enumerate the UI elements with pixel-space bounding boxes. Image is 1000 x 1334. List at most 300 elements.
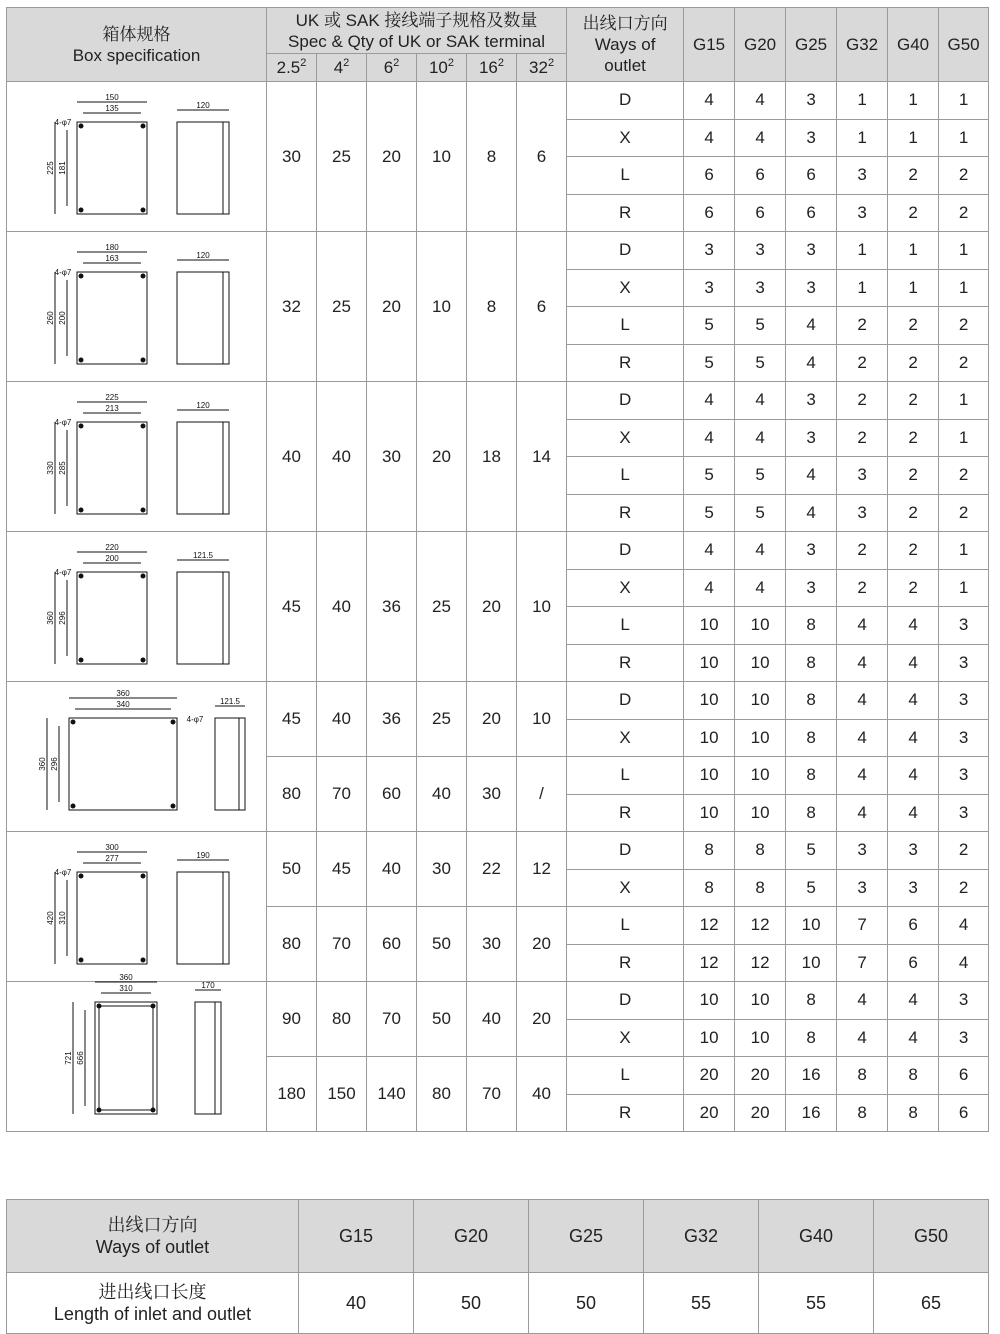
box-side-outline xyxy=(177,872,229,964)
gland-qty-cell: 1 xyxy=(837,232,888,270)
terminal-header-en: Spec & Qty of UK or SAK terminal xyxy=(288,31,546,51)
gland-qty-cell: 10 xyxy=(684,794,735,832)
gland-qty-cell: 20 xyxy=(684,1094,735,1132)
gland-qty-cell: 8 xyxy=(888,1057,939,1095)
gland-qty-cell: 8 xyxy=(786,644,837,682)
gland-qty-cell: 3 xyxy=(939,719,989,757)
gland-qty-cell: 3 xyxy=(837,157,888,195)
gland-qty-cell: 12 xyxy=(735,907,786,945)
gland-qty-cell: 2 xyxy=(888,157,939,195)
gland-qty-cell: 4 xyxy=(888,982,939,1020)
gland-qty-cell: 3 xyxy=(786,232,837,270)
gland-qty-cell: 4 xyxy=(735,569,786,607)
gland-qty-cell: 8 xyxy=(786,682,837,720)
gland-qty-cell: 2 xyxy=(939,457,989,495)
gland-qty-cell: 5 xyxy=(684,457,735,495)
gland-qty-cell: 2 xyxy=(888,457,939,495)
gland-qty-cell: 4 xyxy=(684,82,735,120)
terminal-size-header xyxy=(367,54,417,82)
terminal-size-exponent: 2 xyxy=(447,57,455,69)
mounting-hole xyxy=(140,658,145,663)
height-label: 360 xyxy=(37,757,47,771)
gland-qty-cell: 16 xyxy=(786,1094,837,1132)
gland-qty-cell: 4 xyxy=(735,382,786,420)
hole-spec-label: 4-φ7 xyxy=(54,868,71,877)
depth-label: 190 xyxy=(195,851,210,860)
terminal-qty-cell: 30 xyxy=(467,907,517,982)
mounting-hole xyxy=(70,804,75,809)
terminal-size-header xyxy=(317,54,367,82)
gland-qty-cell: 4 xyxy=(837,719,888,757)
box-drawing-cell xyxy=(7,832,267,982)
box-front-outline xyxy=(77,422,147,514)
gland-qty-cell: 2 xyxy=(837,344,888,382)
gland-qty-cell: 10 xyxy=(684,644,735,682)
mounting-hole xyxy=(150,1108,155,1113)
depth-label: 121.5 xyxy=(219,697,240,706)
terminal-size-value: 4 xyxy=(333,58,344,77)
gland-qty-cell: 20 xyxy=(684,1057,735,1095)
gland-qty-cell: 3 xyxy=(939,682,989,720)
inner-height-label: 666 xyxy=(75,1051,85,1065)
gland-qty-cell: 4 xyxy=(837,682,888,720)
length-value: 55 xyxy=(759,1273,874,1334)
terminal-qty-cell: 50 xyxy=(417,907,467,982)
box-spec-header-cn: 箱体规格 xyxy=(102,24,171,44)
terminal-qty-cell: 10 xyxy=(417,82,467,232)
inner-height-label: 310 xyxy=(57,911,67,925)
summary-gland-g25: G25 xyxy=(529,1200,644,1273)
gland-qty-cell: 4 xyxy=(888,682,939,720)
mounting-hole xyxy=(140,124,145,129)
box-drawing xyxy=(9,384,265,524)
box-drawing-cell xyxy=(7,532,267,682)
width-label: 360 xyxy=(115,689,130,698)
gland-qty-cell: 8 xyxy=(786,607,837,645)
gland-qty-cell: 16 xyxy=(786,1057,837,1095)
hole-spec-label: 4-φ7 xyxy=(54,418,71,427)
terminal-qty-cell: 32 xyxy=(267,232,317,382)
gland-qty-cell: 3 xyxy=(786,532,837,570)
terminal-size-exponent: 2 xyxy=(497,57,505,69)
height-label: 360 xyxy=(45,611,55,625)
gland-qty-cell: 4 xyxy=(888,719,939,757)
gland-qty-cell: 2 xyxy=(888,494,939,532)
outlet-direction-cell: X xyxy=(567,569,684,607)
width-label: 180 xyxy=(104,243,119,252)
box-front-outline xyxy=(77,572,147,664)
gland-qty-cell: 8 xyxy=(684,869,735,907)
terminal-qty-cell: 20 xyxy=(367,232,417,382)
outlet-direction-cell: R xyxy=(567,944,684,982)
inner-width-label: 200 xyxy=(104,554,119,563)
gland-qty-cell: 20 xyxy=(735,1094,786,1132)
gland-qty-cell: 2 xyxy=(888,419,939,457)
hole-spec-label: 4-φ7 xyxy=(54,568,71,577)
mounting-hole xyxy=(140,208,145,213)
summary-gland-g15: G15 xyxy=(299,1200,414,1273)
gland-qty-cell: 4 xyxy=(888,757,939,795)
gland-qty-cell: 2 xyxy=(939,344,989,382)
terminal-qty-cell: 25 xyxy=(317,82,367,232)
gland-qty-cell: 8 xyxy=(837,1094,888,1132)
gland-qty-cell: 10 xyxy=(735,1019,786,1057)
terminal-size-header xyxy=(417,54,467,82)
gland-qty-cell: 2 xyxy=(888,532,939,570)
terminal-qty-cell: 70 xyxy=(317,907,367,982)
gland-qty-cell: 8 xyxy=(735,869,786,907)
gland-qty-cell: 4 xyxy=(735,419,786,457)
gland-qty-cell: 2 xyxy=(888,194,939,232)
gland-qty-cell: 3 xyxy=(735,269,786,307)
depth-label: 170 xyxy=(200,981,215,990)
gland-qty-cell: 10 xyxy=(786,907,837,945)
gland-qty-cell: 4 xyxy=(684,569,735,607)
summary-gland-g32: G32 xyxy=(644,1200,759,1273)
terminal-qty-cell: 40 xyxy=(367,832,417,907)
gland-qty-cell: 10 xyxy=(735,719,786,757)
outlet-direction-cell: X xyxy=(567,869,684,907)
gland-qty-cell: 6 xyxy=(888,907,939,945)
terminal-qty-cell: 30 xyxy=(417,832,467,907)
terminal-qty-cell: 20 xyxy=(517,982,567,1057)
gland-header-g50: G50 xyxy=(939,8,989,82)
gland-qty-cell: 1 xyxy=(939,82,989,120)
outlet-direction-cell: R xyxy=(567,344,684,382)
outlet-direction-cell: D xyxy=(567,232,684,270)
gland-qty-cell: 4 xyxy=(684,532,735,570)
box-drawing-cell xyxy=(7,973,267,1132)
gland-qty-cell: 4 xyxy=(684,119,735,157)
gland-qty-cell: 3 xyxy=(939,607,989,645)
gland-qty-cell: 3 xyxy=(939,982,989,1020)
terminal-qty-cell: 20 xyxy=(367,82,417,232)
gland-qty-cell: 6 xyxy=(735,194,786,232)
terminal-qty-cell: 90 xyxy=(267,982,317,1057)
terminal-qty-cell: 6 xyxy=(517,232,567,382)
height-label: 225 xyxy=(45,161,55,175)
box-spec-header xyxy=(7,8,267,82)
gland-qty-cell: 6 xyxy=(888,944,939,982)
terminal-qty-cell: 8 xyxy=(467,82,517,232)
terminal-qty-cell: 36 xyxy=(367,532,417,682)
gland-qty-cell: 4 xyxy=(735,532,786,570)
length-value: 40 xyxy=(299,1273,414,1334)
gland-qty-cell: 10 xyxy=(684,607,735,645)
height-label: 330 xyxy=(45,461,55,475)
terminal-qty-cell: 45 xyxy=(267,682,317,757)
box-drawing-cell xyxy=(7,82,267,232)
terminal-header xyxy=(267,8,567,54)
gland-qty-cell: 3 xyxy=(786,419,837,457)
terminal-qty-cell: 40 xyxy=(317,532,367,682)
hole-spec-label: 4-φ7 xyxy=(54,118,71,127)
box-drawing xyxy=(9,834,265,974)
gland-qty-cell: 4 xyxy=(837,607,888,645)
gland-qty-cell: 3 xyxy=(837,194,888,232)
gland-qty-cell: 2 xyxy=(888,344,939,382)
depth-label: 120 xyxy=(195,251,210,260)
terminal-qty-cell: 60 xyxy=(367,907,417,982)
gland-header-g25: G25 xyxy=(786,8,837,82)
terminal-qty-cell: 8 xyxy=(467,232,517,382)
terminal-qty-cell: 80 xyxy=(317,982,367,1057)
hole-spec-label: 4-φ7 xyxy=(186,715,203,724)
gland-qty-cell: 4 xyxy=(786,457,837,495)
box-side-outline xyxy=(177,272,229,364)
mounting-hole xyxy=(140,424,145,429)
gland-qty-cell: 10 xyxy=(684,757,735,795)
gland-qty-cell: 3 xyxy=(939,1019,989,1057)
box-drawing xyxy=(9,534,265,674)
box-drawing-cell xyxy=(7,382,267,532)
mounting-hole xyxy=(140,958,145,963)
gland-header-g20: G20 xyxy=(735,8,786,82)
gland-qty-cell: 2 xyxy=(939,157,989,195)
gland-qty-cell: 7 xyxy=(837,907,888,945)
outlet-direction-cell: L xyxy=(567,757,684,795)
length-label-en: Length of inlet and outlet xyxy=(53,1304,252,1324)
inner-height-label: 181 xyxy=(57,161,67,175)
outlet-direction-cell: R xyxy=(567,194,684,232)
ways-header-cn: 出线口方向 xyxy=(582,14,668,33)
terminal-size-header xyxy=(467,54,517,82)
gland-qty-cell: 1 xyxy=(939,569,989,607)
gland-qty-cell: 4 xyxy=(888,1019,939,1057)
gland-qty-cell: 5 xyxy=(735,307,786,345)
mounting-hole xyxy=(170,720,175,725)
gland-qty-cell: 3 xyxy=(735,232,786,270)
gland-qty-cell: 4 xyxy=(888,794,939,832)
box-drawing xyxy=(9,973,265,1124)
width-label: 220 xyxy=(104,543,119,552)
gland-qty-cell: 10 xyxy=(735,682,786,720)
terminal-qty-cell: 40 xyxy=(317,682,367,757)
terminal-qty-cell: 80 xyxy=(267,757,317,832)
height-label: 721 xyxy=(63,1051,73,1065)
gland-header-g40: G40 xyxy=(888,8,939,82)
box-front-outline xyxy=(69,718,177,810)
gland-qty-cell: 10 xyxy=(684,719,735,757)
terminal-size-value: 6 xyxy=(383,58,394,77)
mounting-hole xyxy=(140,358,145,363)
gland-qty-cell: 4 xyxy=(786,307,837,345)
terminal-size-exponent: 2 xyxy=(547,57,555,69)
summary-gland-g20: G20 xyxy=(414,1200,529,1273)
gland-qty-cell: 4 xyxy=(837,794,888,832)
outlet-direction-cell: D xyxy=(567,82,684,120)
gland-qty-cell: 2 xyxy=(837,382,888,420)
gland-qty-cell: 10 xyxy=(684,1019,735,1057)
gland-qty-cell: 6 xyxy=(786,157,837,195)
terminal-qty-cell: 25 xyxy=(417,532,467,682)
ways-of-outlet-label xyxy=(7,1200,299,1273)
terminal-qty-cell: 30 xyxy=(267,82,317,232)
terminal-qty-cell: 150 xyxy=(317,1057,367,1132)
box-side-outline xyxy=(177,572,229,664)
mounting-hole xyxy=(170,804,175,809)
box-drawing xyxy=(9,684,265,824)
gland-qty-cell: 6 xyxy=(735,157,786,195)
gland-qty-cell: 10 xyxy=(735,757,786,795)
gland-qty-cell: 10 xyxy=(786,944,837,982)
gland-qty-cell: 4 xyxy=(735,119,786,157)
gland-qty-cell: 1 xyxy=(888,82,939,120)
depth-label: 121.5 xyxy=(192,551,213,560)
summary-gland-g50: G50 xyxy=(874,1200,989,1273)
box-spec-header-en: Box specification xyxy=(72,45,201,65)
terminal-qty-cell: 20 xyxy=(467,682,517,757)
inlet-length-table xyxy=(6,1199,989,1334)
terminal-qty-cell: 70 xyxy=(367,982,417,1057)
gland-qty-cell: 8 xyxy=(786,719,837,757)
width-label: 150 xyxy=(104,93,119,102)
gland-qty-cell: 20 xyxy=(735,1057,786,1095)
mounting-hole xyxy=(140,508,145,513)
gland-qty-cell: 5 xyxy=(735,457,786,495)
table-row xyxy=(7,82,989,120)
terminal-qty-cell: 50 xyxy=(267,832,317,907)
gland-qty-cell: 4 xyxy=(837,757,888,795)
gland-qty-cell: 6 xyxy=(939,1094,989,1132)
terminal-qty-cell: 18 xyxy=(467,382,517,532)
gland-qty-cell: 4 xyxy=(684,419,735,457)
gland-qty-cell: 12 xyxy=(684,944,735,982)
gland-qty-cell: 8 xyxy=(786,982,837,1020)
outlet-direction-cell: L xyxy=(567,907,684,945)
outlet-direction-cell: L xyxy=(567,157,684,195)
gland-qty-cell: 1 xyxy=(939,119,989,157)
outlet-direction-cell: R xyxy=(567,644,684,682)
mounting-hole xyxy=(78,508,83,513)
gland-qty-cell: 4 xyxy=(735,82,786,120)
box-front-outline xyxy=(95,1002,157,1114)
length-label xyxy=(7,1273,299,1334)
box-front-outline xyxy=(77,122,147,214)
gland-qty-cell: 4 xyxy=(837,644,888,682)
terminal-qty-cell: 50 xyxy=(417,982,467,1057)
gland-qty-cell: 10 xyxy=(735,794,786,832)
gland-qty-cell: 6 xyxy=(786,194,837,232)
gland-qty-cell: 2 xyxy=(837,569,888,607)
terminal-qty-cell: 14 xyxy=(517,382,567,532)
terminal-size-value: 10 xyxy=(428,58,448,77)
depth-label: 120 xyxy=(195,401,210,410)
gland-qty-cell: 3 xyxy=(837,869,888,907)
mounting-hole xyxy=(140,274,145,279)
length-value: 50 xyxy=(529,1273,644,1334)
hole-spec-label: 4-φ7 xyxy=(54,268,71,277)
gland-qty-cell: 8 xyxy=(735,832,786,870)
terminal-qty-cell: 25 xyxy=(317,232,367,382)
terminal-qty-cell: 40 xyxy=(317,382,367,532)
outlet-direction-cell: X xyxy=(567,419,684,457)
terminal-size-exponent: 2 xyxy=(343,57,350,69)
ways-header xyxy=(567,8,684,82)
mounting-hole xyxy=(150,1004,155,1009)
inner-height-label: 296 xyxy=(57,611,67,625)
terminal-qty-cell: 20 xyxy=(467,532,517,682)
gland-qty-cell: 1 xyxy=(888,269,939,307)
gland-qty-cell: 4 xyxy=(888,644,939,682)
gland-qty-cell: 10 xyxy=(735,982,786,1020)
gland-qty-cell: 8 xyxy=(684,832,735,870)
gland-qty-cell: 1 xyxy=(939,232,989,270)
gland-qty-cell: 3 xyxy=(939,644,989,682)
mounting-hole xyxy=(96,1108,101,1113)
mounting-hole xyxy=(78,424,83,429)
gland-qty-cell: 1 xyxy=(939,382,989,420)
inner-width-label: 163 xyxy=(104,254,119,263)
mounting-hole xyxy=(70,720,75,725)
box-front-outline xyxy=(77,872,147,964)
length-label-cn: 进出线口长度 xyxy=(98,1282,207,1302)
outlet-direction-cell: L xyxy=(567,607,684,645)
box-side-outline xyxy=(177,122,229,214)
ways-header-en1: Ways of xyxy=(594,35,656,54)
mounting-hole xyxy=(78,958,83,963)
table-row xyxy=(7,682,989,720)
summary-gland-g40: G40 xyxy=(759,1200,874,1273)
gland-qty-cell: 3 xyxy=(837,832,888,870)
gland-qty-cell: 4 xyxy=(786,344,837,382)
terminal-qty-cell: 22 xyxy=(467,832,517,907)
gland-qty-cell: 5 xyxy=(786,832,837,870)
terminal-size-header xyxy=(517,54,567,82)
terminal-qty-cell: 10 xyxy=(517,682,567,757)
terminal-size-value: 16 xyxy=(478,58,498,77)
gland-qty-cell: 3 xyxy=(786,569,837,607)
terminal-qty-cell: 36 xyxy=(367,682,417,757)
box-drawing xyxy=(9,84,265,224)
gland-qty-cell: 10 xyxy=(684,982,735,1020)
gland-qty-cell: 2 xyxy=(939,307,989,345)
table-row xyxy=(7,532,989,570)
terminal-qty-cell: 60 xyxy=(367,757,417,832)
gland-qty-cell: 2 xyxy=(888,569,939,607)
box-side-outline xyxy=(195,1002,221,1114)
terminal-qty-cell: 20 xyxy=(417,382,467,532)
gland-qty-cell: 5 xyxy=(684,494,735,532)
gland-qty-cell: 2 xyxy=(888,382,939,420)
gland-qty-cell: 5 xyxy=(684,344,735,382)
inner-width-label: 310 xyxy=(118,984,133,993)
terminal-qty-cell: 12 xyxy=(517,832,567,907)
terminal-size-exponent: 2 xyxy=(393,57,400,69)
gland-qty-cell: 8 xyxy=(786,757,837,795)
gland-qty-cell: 4 xyxy=(939,944,989,982)
gland-qty-cell: 3 xyxy=(888,869,939,907)
terminal-qty-cell: 40 xyxy=(467,982,517,1057)
inner-width-label: 277 xyxy=(104,854,119,863)
inner-height-label: 285 xyxy=(57,461,67,475)
gland-qty-cell: 8 xyxy=(786,794,837,832)
table-row xyxy=(7,232,989,270)
gland-qty-cell: 3 xyxy=(939,757,989,795)
gland-header-g32: G32 xyxy=(837,8,888,82)
terminal-qty-cell: 30 xyxy=(367,382,417,532)
gland-qty-cell: 4 xyxy=(939,907,989,945)
gland-qty-cell: 4 xyxy=(786,494,837,532)
mounting-hole xyxy=(78,358,83,363)
ways-of-outlet-cn: 出线口方向 xyxy=(107,1215,198,1235)
gland-qty-cell: 3 xyxy=(939,794,989,832)
gland-qty-cell: 3 xyxy=(786,119,837,157)
width-label: 300 xyxy=(104,843,119,852)
box-spec-table xyxy=(6,7,989,1132)
mounting-hole xyxy=(96,1004,101,1009)
inner-height-label: 296 xyxy=(49,757,59,771)
